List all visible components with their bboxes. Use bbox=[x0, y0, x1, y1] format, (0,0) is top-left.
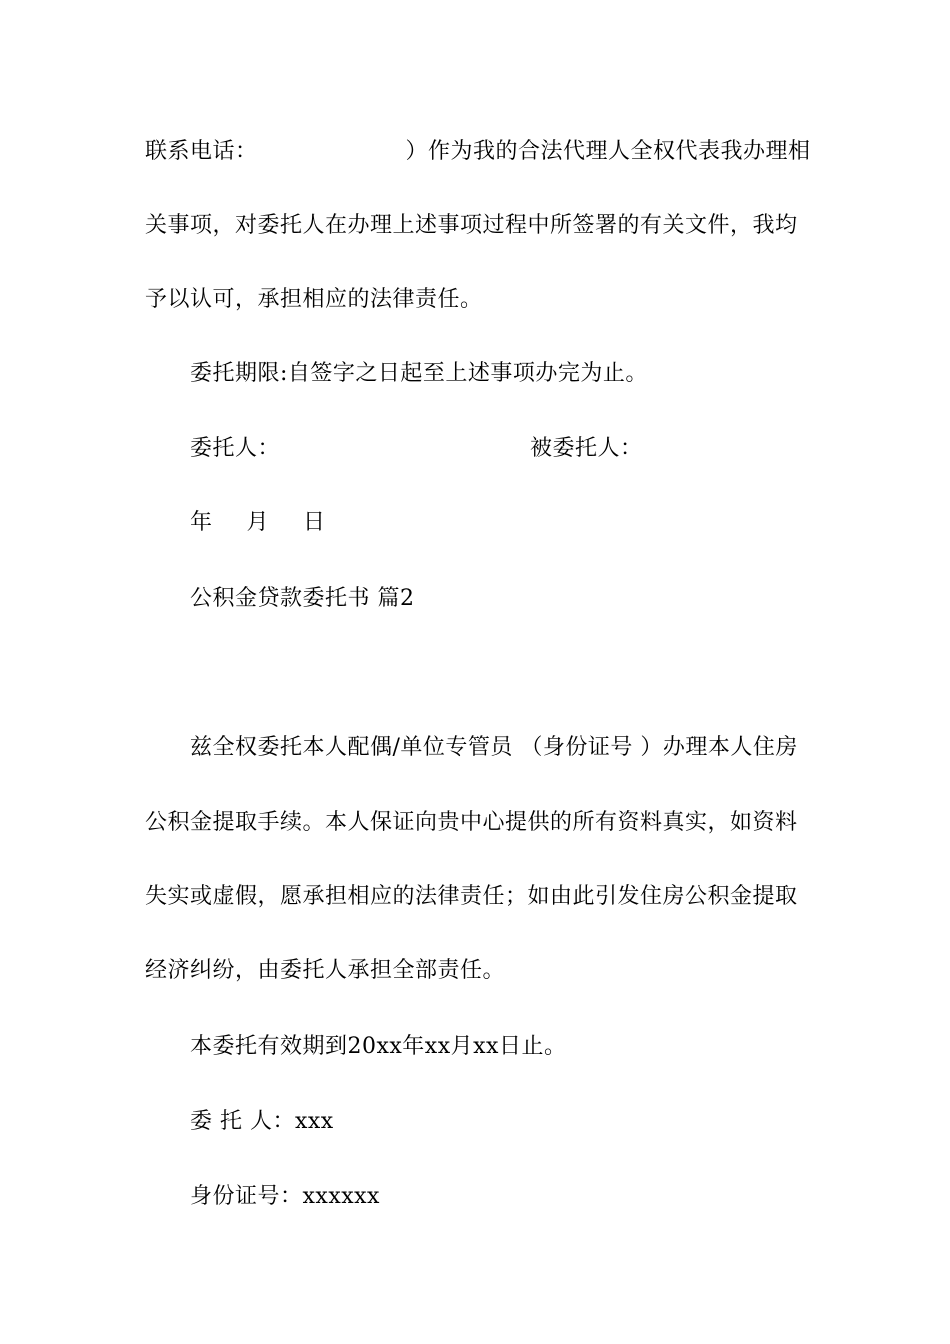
agent-label: 被委托人： bbox=[530, 436, 643, 461]
date-line bbox=[190, 508, 326, 538]
paragraph-2-line-3: 失实或虚假，愿承担相应的法律责任；如由此引发住房公积金提取 bbox=[145, 884, 798, 909]
section-title: 公积金贷款委托书 篇2 bbox=[190, 586, 415, 611]
date-day: 日 bbox=[303, 510, 326, 535]
paragraph-2-line-2: 公积金提取手续。本人保证向贵中心提供的所有资料真实，如资料 bbox=[145, 810, 798, 835]
paragraph-1-line-2: 关事项，对委托人在办理上述事项过程中所签署的有关文件，我均 bbox=[145, 213, 798, 238]
paragraph-1-line-1 bbox=[145, 137, 811, 167]
contact-phone-label: 联系电话： bbox=[145, 139, 258, 164]
date-year: 年 bbox=[190, 510, 213, 535]
validity-line: 本委托有效期到20xx年xx月xx日止。 bbox=[190, 1034, 567, 1059]
principal-label: 委托人： bbox=[190, 436, 281, 461]
paragraph-2-line-1: 兹全权委托本人配偶/单位专管员 （身份证号 ）办理本人住房 bbox=[190, 735, 798, 760]
date-month: 月 bbox=[246, 510, 270, 535]
paragraph-1-line-1-text: ）作为我的合法代理人全权代表我办理相 bbox=[405, 139, 811, 164]
term-line: 委托期限:自签字之日起至上述事项办完为止。 bbox=[190, 361, 648, 386]
signature-line bbox=[190, 434, 643, 464]
id-number-line: 身份证号：xxxxxx bbox=[190, 1184, 380, 1209]
paragraph-1-line-3: 予以认可，承担相应的法律责任。 bbox=[145, 287, 483, 312]
paragraph-2-line-4: 经济纠纷，由委托人承担全部责任。 bbox=[145, 958, 506, 983]
principal-line: 委 托 人：xxx bbox=[190, 1109, 334, 1134]
